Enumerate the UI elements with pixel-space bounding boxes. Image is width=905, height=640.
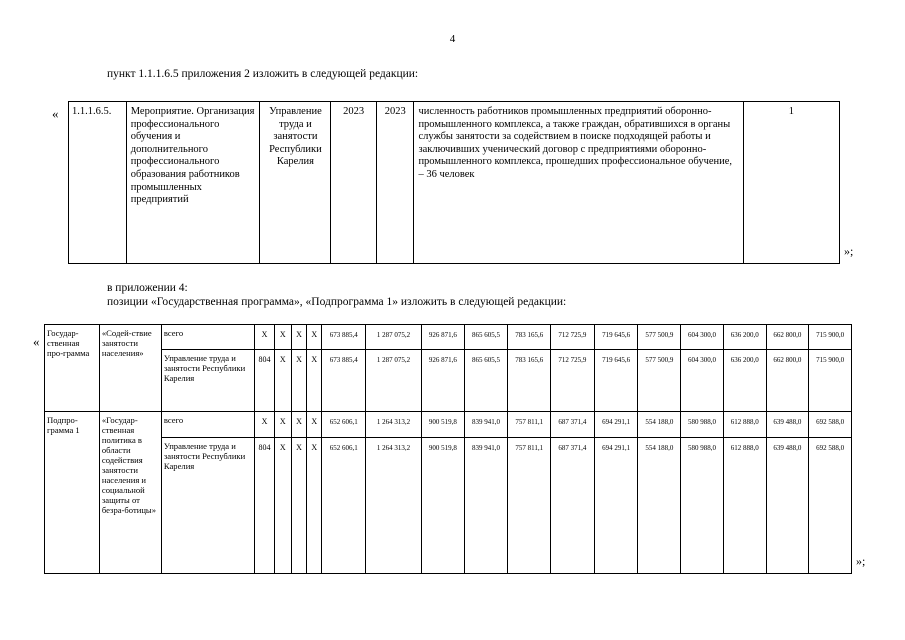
value-cell: 715 900,0	[809, 350, 852, 412]
row-executor: Управление труда и занятости Республики Карелия	[161, 350, 255, 412]
activity-result: численность работников промышленных предприятий оборонно-промышленного комплекса, а также граждан, обратившихся в органы службы занятости за содействием в поиске подходящей работы и заключивших ученический договор с предприятиями оборонно-промышленного комплекса, прошедших профессиональное обучение, – 36 человек	[414, 102, 743, 264]
row-name: «Содей-ствие занятости населения»	[99, 325, 161, 412]
value-cell: 926 871,6	[421, 350, 464, 412]
table-row	[45, 350, 852, 412]
table-row	[69, 102, 840, 264]
value-cell: 1 287 075,2	[366, 350, 422, 412]
value-cell: 757 811,1	[508, 438, 551, 574]
value-cell: 554 188,0	[638, 412, 681, 438]
row-executor: всего	[161, 325, 255, 350]
row-executor: Управление труда и занятости Республики Карелия	[161, 438, 255, 574]
code-cell: 804	[255, 350, 274, 412]
activity-year-start: 2023	[331, 102, 377, 264]
value-cell: 712 725,9	[551, 350, 595, 412]
table-row	[45, 438, 852, 574]
activity-year-end: 2023	[376, 102, 413, 264]
value-cell: 694 291,1	[594, 438, 638, 574]
activity-value: 1	[743, 102, 839, 264]
table-row	[45, 412, 852, 438]
value-cell: 865 605,5	[464, 350, 508, 412]
value-cell: 839 941,0	[464, 412, 508, 438]
row-status: Подпро-грамма 1	[45, 412, 100, 574]
page-number: 4	[449, 33, 456, 45]
value-cell: 673 885,4	[322, 325, 366, 350]
table-activity	[68, 101, 840, 264]
table-row	[45, 325, 852, 350]
value-cell: 580 988,0	[681, 412, 724, 438]
value-cell: 673 885,4	[322, 350, 366, 412]
code-cell: Х	[291, 412, 306, 438]
closing-quote-1: »;	[844, 244, 854, 258]
code-cell: Х	[291, 350, 306, 412]
value-cell: 715 900,0	[809, 325, 852, 350]
value-cell: 604 300,0	[681, 350, 724, 412]
code-cell: Х	[307, 438, 322, 574]
row-status: Государ-ственная про-грамма	[45, 325, 100, 412]
value-cell: 687 371,4	[551, 438, 595, 574]
value-cell: 636 200,0	[723, 350, 766, 412]
code-cell: Х	[255, 412, 274, 438]
value-cell: 783 165,6	[508, 350, 551, 412]
value-cell: 662 800,0	[766, 325, 809, 350]
value-cell: 757 811,1	[508, 412, 551, 438]
row-name: «Государ-ственная политика в области содействия занятости населения и социальной защиты от безра-ботицы»	[99, 412, 161, 574]
value-cell: 652 606,1	[322, 438, 366, 574]
code-cell: 804	[255, 438, 274, 574]
code-cell: Х	[274, 438, 291, 574]
value-cell: 692 588,0	[809, 412, 852, 438]
value-cell: 554 188,0	[638, 438, 681, 574]
value-cell: 580 988,0	[681, 438, 724, 574]
code-cell: Х	[307, 325, 322, 350]
code-cell: Х	[274, 350, 291, 412]
amendment-intro-3: позиции «Государственная программа», «Подпрограмма 1» изложить в следующей редакции:	[107, 296, 567, 308]
value-cell: 719 645,6	[594, 350, 638, 412]
value-cell: 639 488,0	[766, 438, 809, 574]
code-cell: Х	[307, 412, 322, 438]
value-cell: 687 371,4	[551, 412, 595, 438]
code-cell: Х	[307, 350, 322, 412]
value-cell: 612 888,0	[723, 438, 766, 574]
value-cell: 900 519,8	[421, 438, 464, 574]
activity-executor: Управление труда и занятости Республики Карелия	[260, 102, 331, 264]
value-cell: 652 606,1	[322, 412, 366, 438]
value-cell: 839 941,0	[464, 438, 508, 574]
row-executor: всего	[161, 412, 255, 438]
value-cell: 692 588,0	[809, 438, 852, 574]
value-cell: 1 264 313,2	[366, 438, 422, 574]
closing-quote-2: »;	[856, 554, 866, 568]
value-cell: 612 888,0	[723, 412, 766, 438]
value-cell: 694 291,1	[594, 412, 638, 438]
value-cell: 926 871,6	[421, 325, 464, 350]
value-cell: 900 519,8	[421, 412, 464, 438]
value-cell: 604 300,0	[681, 325, 724, 350]
value-cell: 865 605,5	[464, 325, 508, 350]
value-cell: 639 488,0	[766, 412, 809, 438]
code-cell: Х	[291, 325, 306, 350]
code-cell: Х	[255, 325, 274, 350]
value-cell: 783 165,6	[508, 325, 551, 350]
code-cell: Х	[291, 438, 306, 574]
activity-description: Мероприятие. Организация профессионального обучения и дополнительного профессионального образования работников промышленных предприятий	[126, 102, 260, 264]
code-cell: Х	[274, 412, 291, 438]
amendment-intro-2: в приложении 4:	[107, 282, 188, 294]
value-cell: 577 500,9	[638, 325, 681, 350]
amendment-intro-1: пункт 1.1.1.6.5 приложения 2 изложить в следующей редакции:	[107, 68, 419, 80]
value-cell: 577 500,9	[638, 350, 681, 412]
opening-quote-2: «	[33, 334, 40, 349]
code-cell: Х	[274, 325, 291, 350]
value-cell: 1 264 313,2	[366, 412, 422, 438]
value-cell: 1 287 075,2	[366, 325, 422, 350]
activity-number: 1.1.1.6.5.	[69, 102, 127, 264]
table-funding	[44, 324, 852, 574]
value-cell: 719 645,6	[594, 325, 638, 350]
opening-quote-1: «	[52, 106, 59, 121]
value-cell: 636 200,0	[723, 325, 766, 350]
value-cell: 662 800,0	[766, 350, 809, 412]
value-cell: 712 725,9	[551, 325, 595, 350]
